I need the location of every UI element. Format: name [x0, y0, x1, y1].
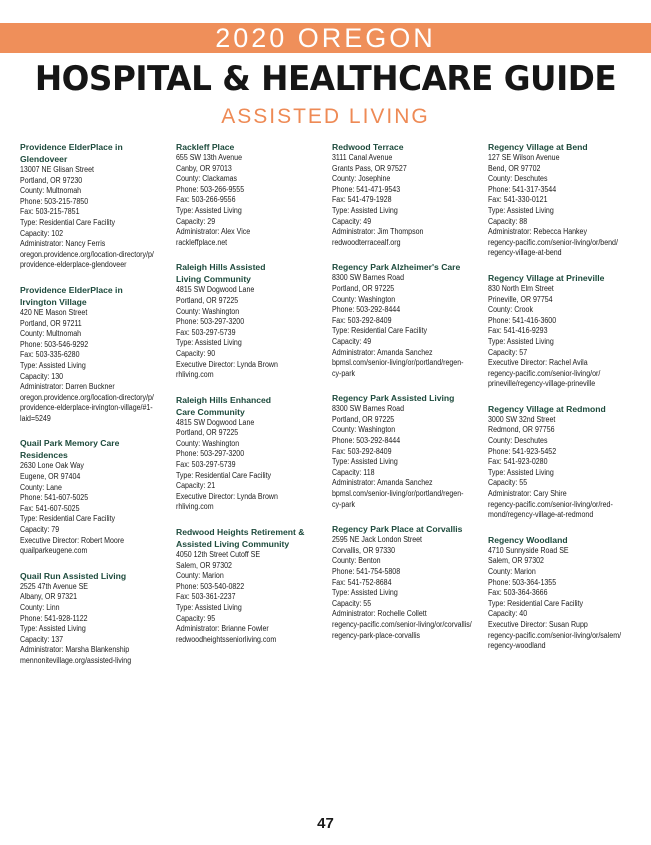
- facility-entry: [488, 272, 638, 390]
- facility-detail: Phone: 503-540-0822: [176, 581, 245, 591]
- facility-detail: regency-pacific.com/senior-living/or/corvallis/: [332, 619, 472, 629]
- facility-name: Care Community: [176, 406, 245, 417]
- facility-detail: Capacity: 57: [488, 347, 528, 357]
- facility-detail: Portland, OR 97225: [176, 295, 239, 305]
- facility-entry: [488, 141, 638, 259]
- facility-detail: 655 SW 13th Avenue: [176, 153, 243, 162]
- facility-detail: Prineville, OR 97754: [488, 294, 553, 304]
- facility-detail: Phone: 503-364-1355: [488, 577, 557, 587]
- facility-detail: Type: Assisted Living: [332, 588, 398, 598]
- facility-detail: mond/regency-village-at-redmond: [488, 510, 594, 520]
- facility-detail: Bend, OR 97702: [488, 163, 541, 173]
- facility-detail: Fax: 541-923-0280: [488, 457, 548, 467]
- facility-entry: [20, 141, 170, 271]
- facility-detail: rhliving.com: [176, 502, 214, 512]
- facility-detail: Portland, OR 97230: [20, 175, 83, 185]
- facility-detail: Phone: 541-754-5808: [332, 567, 401, 576]
- facility-detail: redwoodheightsseniorliving.com: [176, 634, 277, 644]
- facility-detail: Type: Residential Care Facility: [20, 514, 116, 524]
- facility-detail: 4815 SW Dogwood Lane: [176, 285, 255, 295]
- facility-detail: Phone: 541-923-5452: [488, 446, 557, 456]
- facility-entry: [20, 570, 170, 667]
- facility-name: Regency Village at Prineville: [488, 272, 605, 283]
- facility-detail: prineville/regency-village-prineville: [488, 379, 596, 389]
- facility-detail: Fax: 541-416-9293: [488, 326, 548, 336]
- facility-detail: County: Benton: [332, 556, 381, 566]
- page-number: 47: [317, 815, 334, 832]
- facility-detail: 2630 Lone Oak Way: [20, 461, 84, 471]
- facility-detail: regency-pacific.com/senior-living/or/salem/: [488, 630, 622, 640]
- facility-detail: Capacity: 88: [488, 216, 528, 226]
- facility-detail: County: Multnomah: [20, 186, 82, 196]
- facility-detail: Capacity: 49: [332, 216, 372, 226]
- facility-detail: 2525 47th Avenue SE: [20, 581, 88, 591]
- facility-detail: regency-pacific.com/senior-living/or/bend/: [488, 237, 618, 247]
- facility-detail: County: Deschutes: [488, 436, 548, 446]
- facility-detail: Capacity: 79: [20, 525, 60, 535]
- facility-entry: [488, 403, 638, 521]
- facility-entry: [332, 523, 482, 641]
- facility-detail: bpmsl.com/senior-living/or/portland/regen-: [332, 489, 464, 499]
- facility-detail: cy-park: [332, 499, 356, 509]
- facility-detail: Type: Assisted Living: [488, 467, 554, 477]
- facility-detail: Fax: 503-364-3666: [488, 588, 548, 598]
- facility-detail: Phone: 541-928-1122: [20, 613, 88, 623]
- facility-detail: Capacity: 55: [332, 598, 372, 608]
- facility-detail: Type: Residential Care Facility: [332, 326, 428, 336]
- facility-detail: 13007 NE Glisan Street: [20, 165, 94, 174]
- facility-entry: [176, 141, 326, 248]
- facility-detail: Executive Director: Lynda Brown: [176, 359, 278, 369]
- guide-title: HOSPITAL & HEALTHCARE GUIDE: [34, 59, 617, 99]
- facility-detail: Type: Assisted Living: [176, 205, 242, 215]
- facility-detail: Fax: 541-479-1928: [332, 195, 392, 205]
- facility-detail: regency-village-at-bend: [488, 248, 562, 258]
- facility-detail: County: Multnomah: [20, 329, 82, 339]
- facility-detail: Type: Residential Care Facility: [488, 598, 584, 608]
- facility-name: Providence ElderPlace in: [20, 142, 123, 152]
- facility-detail: oregon.providence.org/location-directory/p/: [20, 392, 154, 402]
- facility-entry: [176, 526, 326, 645]
- facility-detail: Capacity: 137: [20, 634, 64, 644]
- facility-detail: Fax: 503-292-8409: [332, 315, 392, 325]
- facility-detail: Portland, OR 97211: [20, 318, 82, 328]
- facility-detail: Fax: 503-297-5739: [176, 460, 236, 470]
- facility-detail: redwoodterracealf.org: [332, 237, 401, 247]
- facility-detail: Fax: 503-266-9556: [176, 195, 236, 205]
- facility-detail: 420 NE Mason Street: [20, 307, 88, 317]
- facility-name: Irvington Village: [20, 296, 87, 307]
- facility-detail: Phone: 541-416-3600: [488, 315, 557, 325]
- listing-column: [20, 141, 170, 680]
- facility-entry: [332, 141, 482, 248]
- facility-detail: Redmond, OR 97756: [488, 425, 555, 435]
- facility-detail: Type: Assisted Living: [20, 624, 86, 634]
- facility-name: Regency Woodland: [488, 534, 568, 545]
- facility-name: Glendoveer: [20, 154, 68, 164]
- facility-detail: County: Marion: [488, 567, 536, 576]
- facility-name: Living Community: [176, 274, 251, 285]
- facility-detail: Type: Assisted Living: [176, 338, 242, 348]
- banner-title: 2020 OREGON: [215, 23, 436, 53]
- facility-detail: Fax: 541-330-0121: [488, 195, 548, 205]
- facility-name: Redwood Heights Retirement &: [176, 527, 305, 538]
- facility-detail: regency-park-place-corvallis: [332, 630, 421, 640]
- listing-column: [488, 141, 638, 665]
- facility-detail: Fax: 503-215-7851: [20, 207, 80, 217]
- facility-name: Regency Village at Bend: [488, 142, 588, 152]
- facility-detail: Administrator: Brianne Fowler: [176, 624, 269, 634]
- facility-detail: Fax: 503-297-5739: [176, 327, 236, 337]
- facility-name: Regency Park Assisted Living: [332, 393, 455, 404]
- facility-detail: Capacity: 95: [176, 613, 216, 623]
- listing-column: [176, 141, 326, 658]
- facility-detail: County: Marion: [176, 571, 224, 581]
- facility-detail: County: Washington: [332, 425, 396, 435]
- facility-detail: County: Washington: [176, 438, 240, 448]
- facility-detail: Phone: 541-317-3544: [488, 184, 557, 194]
- facility-detail: Phone: 503-297-3200: [176, 317, 245, 327]
- facility-detail: Canby, OR 97013: [176, 163, 232, 173]
- facility-detail: providence-elderplace-irvington-village/#1-: [20, 403, 153, 413]
- facility-detail: Fax: 541-607-5025: [20, 503, 80, 513]
- facility-detail: Administrator: Rebecca Hankey: [488, 227, 587, 237]
- facility-detail: 830 North Elm Street: [488, 283, 554, 293]
- facility-detail: County: Linn: [20, 603, 60, 612]
- facility-detail: Portland, OR 97225: [332, 283, 395, 293]
- facility-detail: Salem, OR 97302: [176, 560, 232, 570]
- facility-detail: Type: Assisted Living: [20, 360, 86, 370]
- facility-detail: Corvallis, OR 97330: [332, 545, 396, 555]
- facility-detail: County: Josephine: [332, 174, 391, 184]
- facility-name: Raleigh Hills Enhanced: [176, 394, 272, 405]
- facility-detail: Capacity: 21: [176, 481, 216, 491]
- facility-detail: Type: Assisted Living: [488, 336, 554, 346]
- facility-detail: 2595 NE Jack London Street: [332, 535, 423, 545]
- facility-detail: Capacity: 130: [20, 371, 64, 381]
- facility-detail: Type: Assisted Living: [176, 603, 242, 612]
- facility-detail: Portland, OR 97225: [176, 428, 239, 438]
- facility-detail: 4050 12th Street Cutoff SE: [176, 550, 261, 560]
- listing-column: [332, 141, 482, 654]
- facility-detail: Capacity: 102: [20, 228, 64, 238]
- facility-detail: Executive Director: Rachel Avila: [488, 358, 588, 368]
- facility-name: Quail Park Memory Care: [20, 438, 120, 449]
- facility-detail: Capacity: 29: [176, 216, 216, 226]
- facility-detail: Fax: 503-292-8409: [332, 446, 392, 456]
- facility-name: Quail Run Assisted Living: [20, 570, 127, 581]
- facility-detail: Administrator: Amanda Sanchez: [332, 347, 433, 357]
- facility-detail: Eugene, OR 97404: [20, 472, 81, 482]
- facility-entry: [332, 261, 482, 379]
- facility-detail: Fax: 503-361-2237: [176, 592, 236, 602]
- facility-name: Regency Village at Redmond: [488, 403, 606, 414]
- facility-detail: Portland, OR 97225: [332, 414, 395, 424]
- facility-detail: Type: Assisted Living: [488, 205, 554, 215]
- facility-detail: Phone: 503-292-8444: [332, 305, 401, 315]
- facility-detail: County: Lane: [20, 482, 62, 492]
- facility-detail: 4710 Sunnyside Road SE: [488, 545, 569, 555]
- facility-detail: Type: Assisted Living: [332, 205, 398, 215]
- facility-detail: cy-park: [332, 368, 356, 378]
- facility-name: Residences: [20, 450, 68, 461]
- facility-detail: Administrator: Jim Thompson: [332, 227, 424, 237]
- facility-detail: Type: Residential Care Facility: [20, 217, 116, 227]
- facility-detail: Administrator: Amanda Sanchez: [332, 478, 433, 488]
- facility-detail: providence-elderplace-glendoveer: [20, 260, 127, 270]
- facility-name: Regency Park Place at Corvallis: [332, 524, 463, 535]
- facility-detail: Administrator: Darren Buckner: [20, 382, 115, 392]
- facility-detail: rhliving.com: [176, 370, 214, 380]
- facility-detail: 8300 SW Barnes Road: [332, 404, 405, 414]
- facility-detail: Grants Pass, OR 97527: [332, 163, 407, 173]
- facility-detail: Administrator: Cary Shire: [488, 489, 567, 499]
- facility-detail: regency-pacific.com/senior-living/or/: [488, 368, 601, 378]
- facility-detail: Capacity: 40: [488, 609, 528, 619]
- facility-entry: [20, 284, 170, 425]
- facility-detail: County: Washington: [176, 306, 240, 316]
- listing-columns: [20, 141, 638, 791]
- facility-detail: Executive Director: Robert Moore: [20, 535, 125, 545]
- facility-detail: quailparkeugene.com: [20, 546, 88, 556]
- facility-detail: 3111 Canal Avenue: [332, 153, 393, 162]
- facility-detail: Administrator: Rochelle Collett: [332, 609, 427, 619]
- facility-detail: Phone: 503-292-8444: [332, 436, 401, 446]
- facility-name: Regency Park Alzheimer's Care: [332, 262, 461, 273]
- facility-name: Assisted Living Community: [176, 539, 290, 550]
- facility-entry: [488, 534, 638, 652]
- facility-detail: Phone: 503-546-9292: [20, 339, 89, 349]
- facility-detail: Albany, OR 97321: [20, 592, 78, 602]
- section-subtitle: ASSISTED LIVING: [221, 105, 430, 128]
- facility-detail: County: Clackamas: [176, 174, 238, 184]
- facility-detail: Phone: 541-471-9543: [332, 184, 401, 194]
- facility-detail: Phone: 541-607-5025: [20, 493, 89, 503]
- facility-detail: oregon.providence.org/location-directory/p/: [20, 249, 154, 259]
- facility-detail: regency-woodland: [488, 641, 546, 651]
- facility-entry: [332, 392, 482, 510]
- facility-detail: 4815 SW Dogwood Lane: [176, 417, 255, 427]
- facility-detail: Salem, OR 97302: [488, 556, 544, 566]
- facility-detail: County: Deschutes: [488, 174, 548, 184]
- facility-detail: Executive Director: Susan Rupp: [488, 619, 588, 629]
- facility-detail: mennonitevillage.org/assisted-living: [20, 655, 132, 665]
- facility-detail: bpmsl.com/senior-living/or/portland/regen-: [332, 358, 464, 368]
- facility-detail: Phone: 503-297-3200: [176, 449, 245, 459]
- facility-detail: Phone: 503-215-7850: [20, 196, 89, 206]
- facility-detail: 127 SE Wilson Avenue: [488, 153, 560, 162]
- facility-detail: Capacity: 90: [176, 348, 216, 358]
- facility-detail: rackleffplace.net: [176, 237, 228, 247]
- facility-detail: Fax: 541-752-8684: [332, 577, 392, 587]
- facility-detail: Capacity: 118: [332, 467, 375, 477]
- facility-detail: Administrator: Marsha Blankenship: [20, 645, 130, 655]
- facility-name: Providence ElderPlace in: [20, 284, 123, 295]
- facility-detail: Administrator: Alex Vice: [176, 227, 251, 237]
- facility-detail: Capacity: 55: [488, 478, 528, 488]
- facility-entry: [176, 261, 326, 380]
- facility-detail: Administrator: Nancy Ferris: [20, 239, 106, 249]
- facility-entry: [176, 394, 326, 513]
- facility-detail: 3000 SW 32nd Street: [488, 414, 556, 424]
- facility-detail: County: Crook: [488, 305, 534, 315]
- facility-name: Raleigh Hills Assisted: [176, 262, 266, 273]
- facility-detail: Capacity: 49: [332, 336, 372, 346]
- facility-entry: [20, 437, 170, 556]
- facility-detail: 8300 SW Barnes Road: [332, 273, 405, 283]
- facility-name: Rackleff Place: [176, 142, 235, 152]
- facility-detail: regency-pacific.com/senior-living/or/red-: [488, 499, 613, 509]
- facility-name: Redwood Terrace: [332, 142, 404, 152]
- facility-detail: Type: Residential Care Facility: [176, 470, 272, 480]
- facility-detail: Phone: 503-266-9555: [176, 184, 245, 194]
- facility-detail: Fax: 503-335-6280: [20, 350, 80, 360]
- facility-detail: County: Washington: [332, 294, 396, 304]
- facility-detail: laid=5249: [20, 413, 51, 423]
- facility-detail: Type: Assisted Living: [332, 457, 398, 467]
- facility-detail: Executive Director: Lynda Brown: [176, 491, 278, 501]
